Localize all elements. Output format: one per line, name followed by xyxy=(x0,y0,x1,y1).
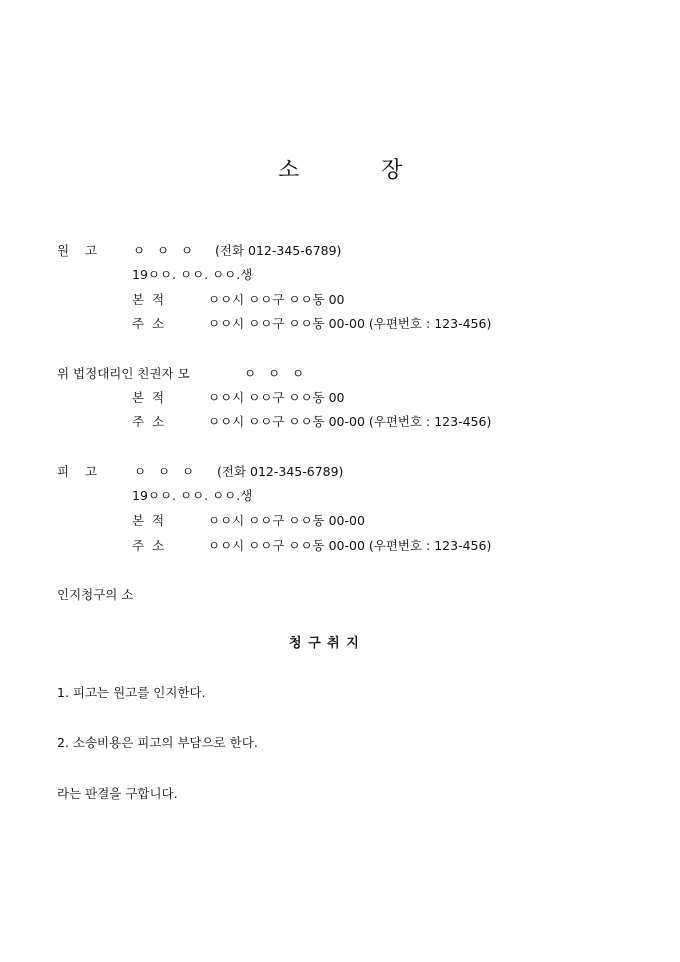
defendant-label: 피 고 xyxy=(57,464,98,479)
plaintiff-address-label: 주 소 xyxy=(132,316,165,331)
closing-text: 라는 판결을 구합니다. xyxy=(57,786,178,801)
representative-domicile: ㅇㅇ시 ㅇㅇ구 ㅇㅇ동 00 xyxy=(208,390,345,405)
plaintiff-domicile-label: 본 적 xyxy=(132,292,165,307)
defendant-address: ㅇㅇ시 ㅇㅇ구 ㅇㅇ동 00-00 (우편번호 : 123-456) xyxy=(208,538,492,553)
defendant-birth: 19ㅇㅇ. ㅇㅇ. ㅇㅇ.생 xyxy=(132,488,253,503)
defendant-domicile-label: 본 적 xyxy=(132,513,165,528)
claim-heading: 청 구 취 지 xyxy=(289,636,360,651)
defendant-domicile: ㅇㅇ시 ㅇㅇ구 ㅇㅇ동 00-00 xyxy=(208,513,365,528)
defendant-name: ㅇ ㅇ ㅇ xyxy=(134,464,195,479)
representative-name: ㅇ ㅇ ㅇ xyxy=(244,366,305,381)
representative-label: 위 법정대리인 친권자 모 xyxy=(57,366,190,381)
title-left: 소 xyxy=(278,158,301,183)
plaintiff-name: ㅇ ㅇ ㅇ xyxy=(133,243,194,258)
plaintiff-label: 원 고 xyxy=(57,243,98,258)
plaintiff-address: ㅇㅇ시 ㅇㅇ구 ㅇㅇ동 00-00 (우편번호 : 123-456) xyxy=(208,316,492,331)
defendant-address-label: 주 소 xyxy=(132,538,165,553)
plaintiff-phone: (전화 012-345-6789) xyxy=(215,243,342,258)
claim-item-2: 2. 소송비용은 피고의 부담으로 한다. xyxy=(57,735,258,750)
defendant-phone: (전화 012-345-6789) xyxy=(217,464,344,479)
plaintiff-domicile: ㅇㅇ시 ㅇㅇ구 ㅇㅇ동 00 xyxy=(208,292,345,307)
representative-domicile-label: 본 적 xyxy=(132,390,165,405)
representative-address: ㅇㅇ시 ㅇㅇ구 ㅇㅇ동 00-00 (우편번호 : 123-456) xyxy=(208,414,492,429)
claim-item-1: 1. 피고는 원고를 인지한다. xyxy=(57,685,206,700)
case-name: 인지청구의 소 xyxy=(57,587,134,602)
title-right: 장 xyxy=(381,158,404,183)
plaintiff-birth: 19ㅇㅇ. ㅇㅇ. ㅇㅇ.생 xyxy=(132,267,253,282)
representative-address-label: 주 소 xyxy=(132,414,165,429)
